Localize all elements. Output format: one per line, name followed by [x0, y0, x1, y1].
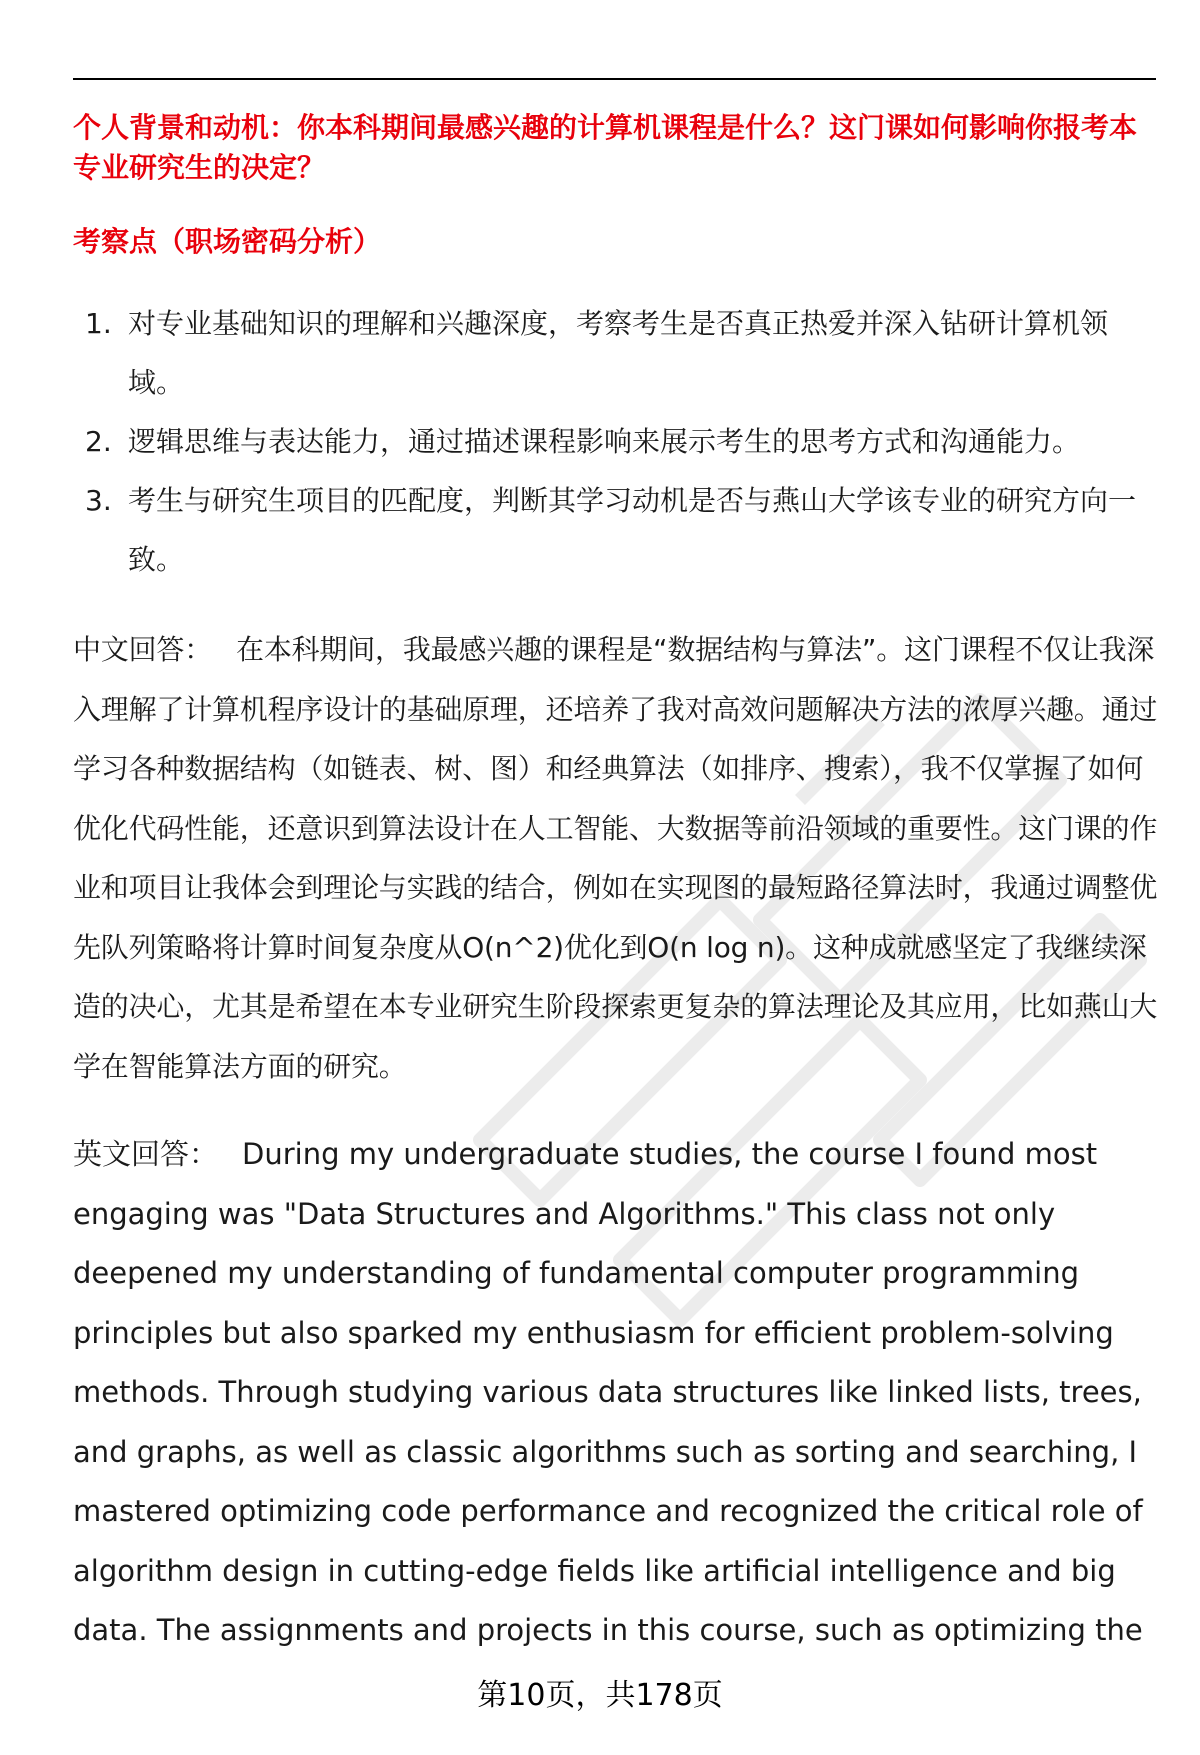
chinese-answer-label: 中文回答：: [73, 633, 213, 666]
assessment-points-list: [73, 294, 1158, 589]
assessment-point: [73, 294, 1158, 412]
english-answer-text: During my undergraduate studies, the course I found most engaging was "Data Structures and Algorithms." This class not only deepened my understanding of fundamental computer programming principles but also sparked my enthusiasm for efficient problem-solving methods. Through studying various data structures like linked lists, trees, and graphs, as well as classic algorithms such as sorting and searching, I mastered optimizing code performance and recognized the critical role of algorithm design in cutting-edge fields like artificial intelligence and big data. The assignments and projects in this course, such as optimizing the: [73, 1137, 1143, 1647]
point-text: 考生与研究生项目的匹配度，判断其学习动机是否与燕山大学该专业的研究方向一致。: [128, 484, 1137, 576]
assessment-heading: 考察点（职场密码分析）: [73, 225, 382, 258]
page-number-footer: 第10页，共178页: [477, 1678, 723, 1713]
assessment-point: [73, 412, 1158, 471]
chinese-answer-text: 在本科期间，我最感兴趣的课程是“数据结构与算法”。这门课程不仅让我深入理解了计算机程序设计的基础原理，还培养了我对高效问题解决方法的浓厚兴趣。通过学习各种数据结构（如链表、树、图）和经典算法（如排序、搜索），我不仅掌握了如何优化代码性能，还意识到算法设计在人工智能、大数据等前沿领域的重要性。这门课的作业和项目让我体会到理论与实践的结合，例如在实现图的最短路径算法时，我通过调整优先队列策略将计算时间复杂度从O(n^2)优化到O(n log n)。这种成就感坚定了我继续深造的决心，尤其是希望在本专业研究生阶段探索更复杂的算法理论及其应用，比如燕山大学在智能算法方面的研究。: [73, 633, 1158, 1083]
assessment-point: [73, 471, 1158, 589]
question-heading: 个人背景和动机：你本科期间最感兴趣的计算机课程是什么？这门课如何影响你报考本专业研究生的决定？: [73, 111, 1138, 184]
top-divider: [73, 78, 1156, 80]
point-text: 对专业基础知识的理解和兴趣深度，考察考生是否真正热爱并深入钻研计算机领域。: [128, 307, 1109, 399]
point-number: 3.: [85, 484, 112, 517]
english-answer: [73, 1125, 1158, 1661]
english-answer-label: 英文回答：: [73, 1137, 219, 1171]
point-text: 逻辑思维与表达能力，通过描述课程影响来展示考生的思考方式和沟通能力。: [128, 425, 1081, 458]
chinese-answer: [73, 620, 1158, 1096]
point-number: 1.: [85, 307, 112, 340]
point-number: 2.: [85, 425, 112, 458]
